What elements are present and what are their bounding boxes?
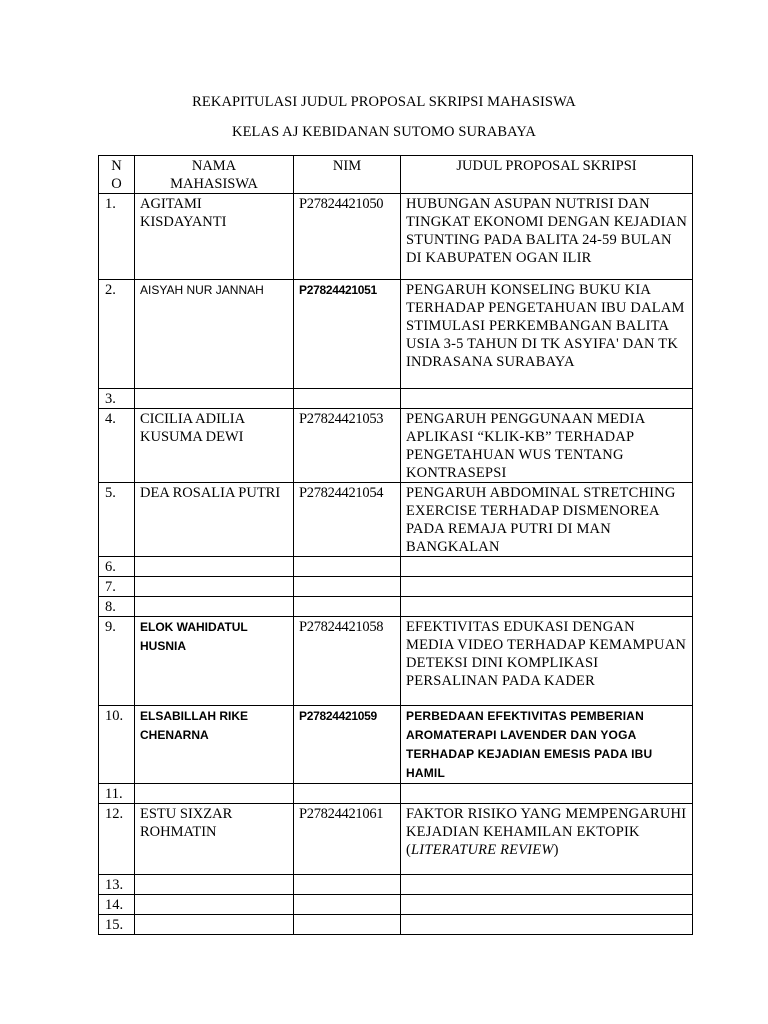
row-judul: [401, 784, 693, 804]
row-nim: [294, 557, 401, 577]
row-no: 10.: [99, 706, 135, 784]
table-row: [99, 706, 693, 784]
row-nama: [135, 784, 294, 804]
table-row: [99, 597, 693, 617]
row-nama: [135, 577, 294, 597]
row-judul: HUBUNGAN ASUPAN NUTRISI DAN TINGKAT EKONOMI DENGAN KEJADIAN STUNTING PADA BALITA 24-59 BULAN DI KABUPATEN OGAN ILIR: [401, 194, 693, 280]
row-judul: [401, 389, 693, 409]
row-nim: P27824421059: [294, 706, 401, 784]
row-nim: [294, 577, 401, 597]
row-nim: [294, 915, 401, 935]
row-nama: [135, 875, 294, 895]
row-nama: [135, 557, 294, 577]
row-no: 9.: [99, 617, 135, 706]
table-row: [99, 617, 693, 706]
table-row: [99, 194, 693, 280]
header-no: N O: [99, 156, 135, 194]
row-judul: [401, 875, 693, 895]
table-row: [99, 804, 693, 875]
table-row: [99, 895, 693, 915]
document-subtitle: KELAS AJ KEBIDANAN SUTOMO SURABAYA: [232, 124, 536, 140]
row-nim: P27824421051: [294, 280, 401, 389]
row-judul: PERBEDAAN EFEKTIVITAS PEMBERIAN AROMATERAPI LAVENDER DAN YOGA TERHADAP KEJADIAN EMESIS PADA IBU HAMIL: [401, 706, 693, 784]
row-judul: [401, 577, 693, 597]
row-nama: CICILIA ADILIA KUSUMA DEWI: [135, 409, 294, 483]
table-row: [99, 875, 693, 895]
proposal-table: [98, 155, 693, 935]
header-nim: NIM: [294, 156, 401, 194]
row-nama: ESTU SIXZAR ROHMATIN: [135, 804, 294, 875]
row-nim: P27824421050: [294, 194, 401, 280]
table-row: [99, 577, 693, 597]
row-nama: [135, 389, 294, 409]
row-no: 13.: [99, 875, 135, 895]
row-no: 6.: [99, 557, 135, 577]
row-nim: [294, 597, 401, 617]
row-no: 14.: [99, 895, 135, 915]
row-no: 5.: [99, 483, 135, 557]
row-nim: P27824421053: [294, 409, 401, 483]
header-judul: JUDUL PROPOSAL SKRIPSI: [401, 156, 693, 194]
table-row: [99, 915, 693, 935]
row-no: 2.: [99, 280, 135, 389]
row-judul: [401, 557, 693, 577]
row-judul: PENGARUH PENGGUNAAN MEDIA APLIKASI “KLIK-KB” TERHADAP PENGETAHUAN WUS TENTANG KONTRASEPSI: [401, 409, 693, 483]
row-no: 1.: [99, 194, 135, 280]
table-row: [99, 557, 693, 577]
row-no: 3.: [99, 389, 135, 409]
table-row: [99, 483, 693, 557]
row-judul: FAKTOR RISIKO YANG MEMPENGARUHI KEJADIAN KEHAMILAN EKTOPIK (LITERATURE REVIEW): [401, 804, 693, 875]
row-nama: [135, 597, 294, 617]
row-no: 11.: [99, 784, 135, 804]
row-judul: EFEKTIVITAS EDUKASI DENGAN MEDIA VIDEO TERHADAP KEMAMPUAN DETEKSI DINI KOMPLIKASI PERSALINAN PADA KADER: [401, 617, 693, 706]
row-judul: [401, 895, 693, 915]
table-row: [99, 409, 693, 483]
table-row: [99, 784, 693, 804]
row-nim: P27824421054: [294, 483, 401, 557]
header-nama: NAMA MAHASISWA: [135, 156, 294, 194]
row-nama: ELOK WAHIDATUL HUSNIA: [135, 617, 294, 706]
row-judul: [401, 597, 693, 617]
row-judul: PENGARUH KONSELING BUKU KIA TERHADAP PENGETAHUAN IBU DALAM STIMULASI PERKEMBANGAN BALITA USIA 3-5 TAHUN DI TK ASYIFA' DAN TK INDRASANA SURABAYA: [401, 280, 693, 389]
row-nama: AGITAMI KISDAYANTI: [135, 194, 294, 280]
row-judul: [401, 915, 693, 935]
row-nim: [294, 784, 401, 804]
row-no: 12.: [99, 804, 135, 875]
row-judul: PENGARUH ABDOMINAL STRETCHING EXERCISE TERHADAP DISMENOREA PADA REMAJA PUTRI DI MAN BANGKALAN: [401, 483, 693, 557]
table-row: [99, 280, 693, 389]
row-nama: [135, 895, 294, 915]
row-nama: DEA ROSALIA PUTRI: [135, 483, 294, 557]
row-nim: [294, 875, 401, 895]
table-row: [99, 389, 693, 409]
document-title: REKAPITULASI JUDUL PROPOSAL SKRIPSI MAHASISWA: [192, 94, 576, 110]
row-no: 4.: [99, 409, 135, 483]
row-nim: P27824421058: [294, 617, 401, 706]
row-no: 15.: [99, 915, 135, 935]
row-nim: [294, 389, 401, 409]
row-nim: P27824421061: [294, 804, 401, 875]
row-nama: AISYAH NUR JANNAH: [135, 280, 294, 389]
row-nama: ELSABILLAH RIKE CHENARNA: [135, 706, 294, 784]
row-no: 8.: [99, 597, 135, 617]
row-no: 7.: [99, 577, 135, 597]
row-nim: [294, 895, 401, 915]
italic-literature-review: LITERATURE REVIEW: [411, 842, 554, 858]
table-header-row: [99, 156, 693, 194]
row-nama: [135, 915, 294, 935]
